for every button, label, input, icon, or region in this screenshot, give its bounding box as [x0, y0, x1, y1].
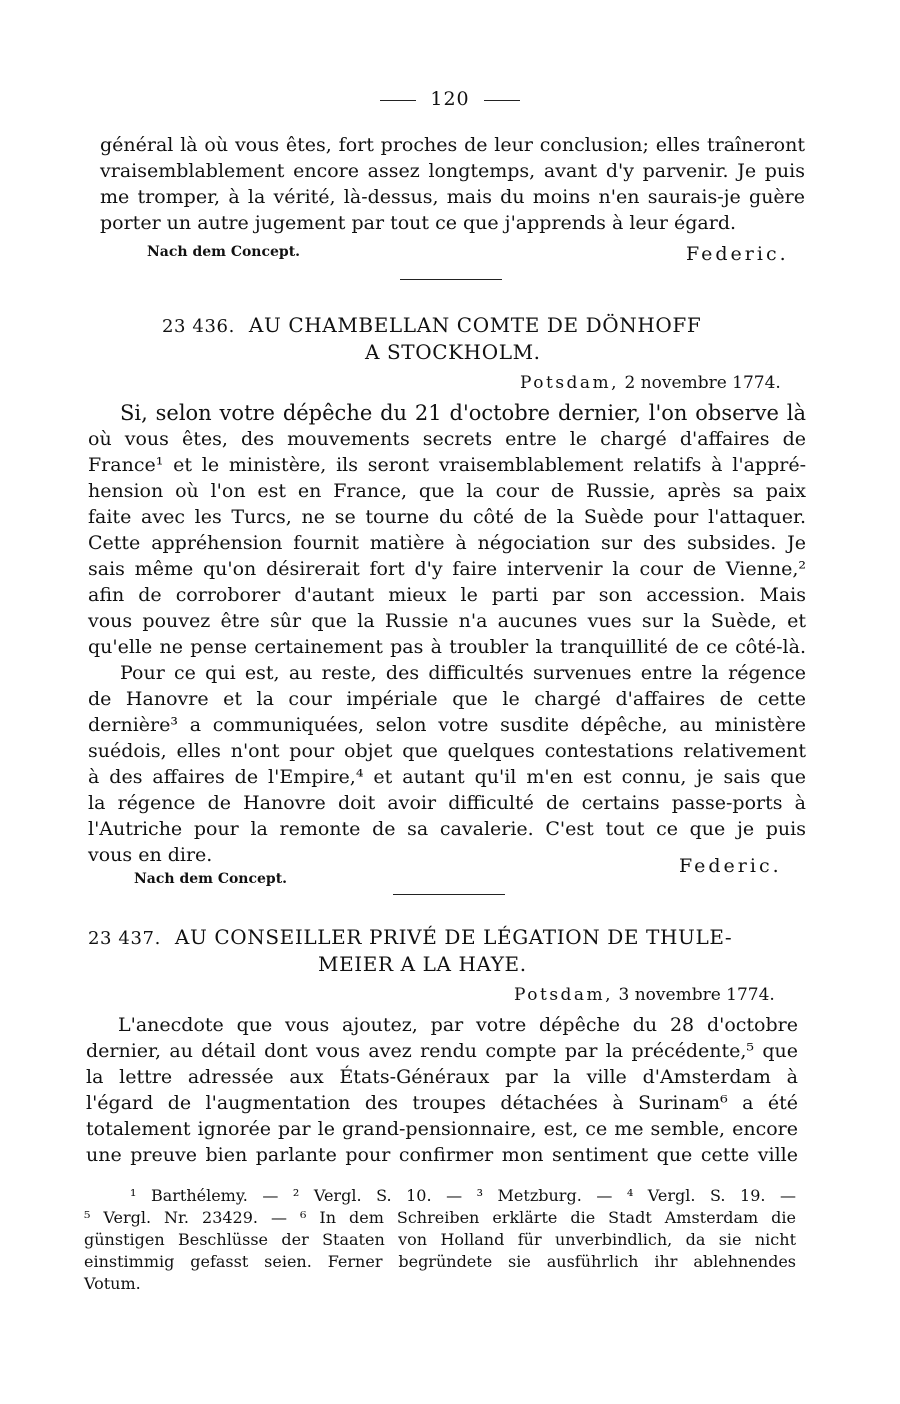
text-line: Si, selon votre dépêche du 21 d'octobre dernier, l'on observe là	[120, 401, 806, 425]
text-line: totalement ignorée par le grand-pensionnaire, est, ce me semble, encore	[86, 1118, 798, 1140]
text-line: dernière³ a communiquées, selon votre susdite dépêche, au ministère	[88, 714, 806, 736]
letter-title-line1: AU CHAMBELLAN COMTE DE DÖNHOFF	[248, 313, 702, 337]
date-text: 3 novembre 1774.	[618, 985, 775, 1005]
footnotes	[84, 1185, 796, 1295]
source-note: Nach dem Concept.	[147, 244, 301, 260]
text-line: vraisemblablement encore assez longtemps, avant d'y parvenir. Je puis	[100, 160, 805, 182]
text-line: une preuve bien parlante pour confirmer mon sentiment que cette ville	[86, 1144, 798, 1166]
continuation-text	[100, 132, 805, 236]
text-line: porter un autre jugement par tout ce que j'apprends à leur égard.	[100, 212, 737, 234]
page-number-dash-right	[484, 100, 520, 101]
date-place: Potsdam,	[520, 373, 620, 393]
text-line: vous en dire.	[88, 844, 213, 866]
section-divider	[400, 279, 502, 280]
text-line: dernier, au détail dont vous avez rendu compte par la précédente,⁵ que	[86, 1040, 798, 1062]
date-place: Potsdam,	[514, 985, 614, 1005]
signature: Federic.	[686, 243, 789, 265]
section-divider	[393, 894, 505, 895]
letter-body	[86, 1012, 798, 1168]
text-line: hension où l'on est en France, que la cour de Russie, après sa paix	[88, 480, 806, 502]
page-number-text: 120	[430, 88, 470, 110]
letter-number: 23 437.	[88, 928, 161, 949]
footnote-line: ¹ Barthélemy. — ² Vergl. S. 10. — ³ Metzburg. — ⁴ Vergl. S. 19. —	[130, 1186, 796, 1205]
date-text: 2 novembre 1774.	[624, 373, 781, 393]
footnote-line: einstimmig gefasst seien. Ferner begründete sie ausführlich ihr ablehnendes	[84, 1252, 796, 1271]
text-line: qu'elle ne pense certainement pas à troubler la tranquillité de ce côté-là.	[88, 636, 806, 658]
dateline	[514, 985, 775, 1005]
text-line: faite avec les Turcs, ne se tourne du côté de la Suède pour l'attaquer.	[88, 506, 806, 528]
dateline	[520, 373, 781, 393]
signature: Federic.	[679, 855, 782, 877]
text-line: la lettre adressée aux États-Généraux par la ville d'Amsterdam à	[86, 1066, 798, 1088]
text-line: sais même qu'on désirerait fort d'y faire intervenir la cour de Vienne,²	[88, 558, 806, 580]
text-line: me tromper, à la vérité, là-dessus, mais du moins n'en saurais-je guère	[100, 186, 805, 208]
footnote-line: günstigen Beschlüsse der Staaten von Holland für unverbindlich, da sie nicht	[84, 1230, 796, 1249]
text-line: où vous êtes, des mouvements secrets entre le chargé d'affaires de	[88, 428, 806, 450]
text-line: la régence de Hanovre doit avoir difficulté de certains passe-ports à	[88, 792, 806, 814]
text-line: de Hanovre et la cour impériale que le chargé d'affaires de cette	[88, 688, 806, 710]
text-line: vous pouvez être sûr que la Russie n'a aucunes vues sur la Suède, et	[88, 610, 806, 632]
text-line: suédois, elles n'ont pour objet que quelques contestations relativement	[88, 740, 806, 762]
letter-body	[88, 400, 806, 868]
footnote-line: ⁵ Vergl. Nr. 23429. — ⁶ In dem Schreiben erklärte die Stadt Amsterdam die	[84, 1208, 796, 1227]
page-number	[0, 88, 900, 110]
text-line: à des affaires de l'Empire,⁴ et autant qu'il m'en est connu, je sais que	[88, 766, 806, 788]
text-line: Cette appréhension fournit matière à négociation sur des subsides. Je	[88, 532, 806, 554]
text-line: l'égard de l'augmentation des troupes détachées à Surinam⁶ a été	[86, 1092, 798, 1114]
source-note: Nach dem Concept.	[134, 871, 288, 887]
text-line: l'Autriche pour la remonte de sa cavalerie. C'est tout ce que je puis	[88, 818, 806, 840]
text-line: général là où vous êtes, fort proches de leur conclusion; elles traîneront	[100, 134, 805, 156]
text-line: afin de corroborer d'autant mieux le parti par son accession. Mais	[88, 584, 806, 606]
letter-heading	[162, 313, 701, 337]
letter-title-line2: MEIER A LA HAYE.	[318, 952, 527, 976]
footnote-line: Votum.	[84, 1274, 141, 1293]
letter-heading	[88, 925, 732, 949]
text-line: Pour ce qui est, au reste, des difficultés survenues entre la régence	[120, 662, 806, 684]
letter-title-line2: A STOCKHOLM.	[365, 340, 541, 364]
letter-title-line1: AU CONSEILLER PRIVÉ DE LÉGATION DE THULE-	[174, 925, 733, 949]
letter-number: 23 436.	[162, 316, 235, 337]
text-line: France¹ et le ministère, ils seront vraisemblablement relatifs à l'appré-	[88, 454, 806, 476]
page-number-dash-left	[380, 100, 416, 101]
text-line: L'anecdote que vous ajoutez, par votre dépêche du 28 d'octobre	[118, 1014, 798, 1036]
